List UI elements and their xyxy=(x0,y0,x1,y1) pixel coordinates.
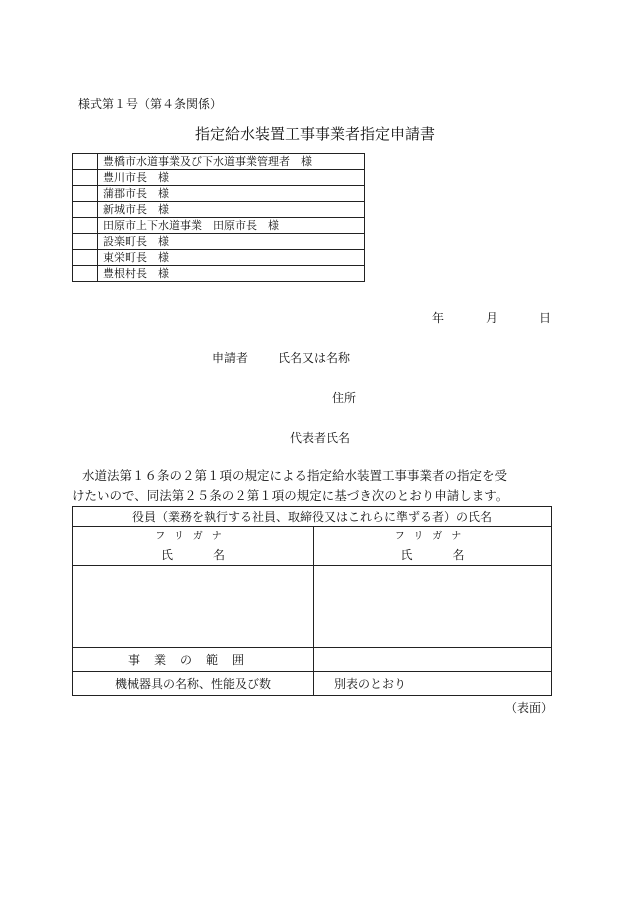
name-column-header xyxy=(314,527,552,566)
check-cell[interactable] xyxy=(73,266,98,282)
officer-table-header: 役員（業務を執行する社員、取締役又はこれらに準ずる者）の氏名 xyxy=(73,507,552,527)
addressee-label: 設楽町長 様 xyxy=(98,234,365,250)
name-label: 氏名 xyxy=(400,548,505,562)
addressee-label: 豊川市長 様 xyxy=(98,170,365,186)
addressee-label: 蒲郡市長 様 xyxy=(98,186,365,202)
check-cell[interactable] xyxy=(73,202,98,218)
date-year-label: 年 xyxy=(432,311,445,325)
check-cell[interactable] xyxy=(73,218,98,234)
check-cell[interactable] xyxy=(73,154,98,170)
check-cell[interactable] xyxy=(73,186,98,202)
furigana-label: フリガナ xyxy=(394,531,471,542)
applicant-rep-label: 代表者氏名 xyxy=(290,431,351,445)
addressee-label: 豊根村長 様 xyxy=(98,266,365,282)
furigana-label: フリガナ xyxy=(155,531,231,542)
application-text xyxy=(72,466,509,506)
addressee-label: 新城市長 様 xyxy=(98,202,365,218)
check-cell[interactable] xyxy=(73,250,98,266)
applicant-name-label: 氏名又は名称 xyxy=(278,351,351,365)
name-column-header xyxy=(73,527,314,566)
date-day-label: 日 xyxy=(539,311,552,325)
page-title: 指定給水装置工事事業者指定申請書 xyxy=(194,125,435,143)
applicant-label: 申請者 xyxy=(212,351,249,365)
name-label: 氏名 xyxy=(160,548,265,562)
addressee-label: 田原市上下水道事業 田原市長 様 xyxy=(98,218,365,234)
date-month-label: 月 xyxy=(486,311,499,325)
officer-table xyxy=(72,506,552,696)
officer-name-field[interactable] xyxy=(73,566,314,648)
addressee-label: 豊橋市水道事業及び下水道事業管理者 様 xyxy=(98,154,365,170)
application-text-line: けたいので、同法第２５条の２第１項の規定に基づき次のとおり申請します。 xyxy=(72,488,509,503)
check-cell[interactable] xyxy=(73,170,98,186)
business-scope-label: 事業の範囲 xyxy=(73,648,314,672)
equipment-value: 別表のとおり xyxy=(314,672,552,696)
applicant-address-label: 住所 xyxy=(332,391,357,405)
addressee-table xyxy=(72,153,365,282)
officer-name-field[interactable] xyxy=(314,566,552,648)
business-scope-field[interactable] xyxy=(314,648,552,672)
page-side-label: （表面） xyxy=(505,701,554,715)
equipment-label: 機械器具の名称、性能及び数 xyxy=(73,672,314,696)
application-text-line: 水道法第１６条の２第１項の規定による指定給水装置工事事業者の指定を受 xyxy=(82,468,508,483)
addressee-label: 東栄町長 様 xyxy=(98,250,365,266)
form-number: 様式第１号（第４条関係） xyxy=(78,97,223,111)
check-cell[interactable] xyxy=(73,234,98,250)
